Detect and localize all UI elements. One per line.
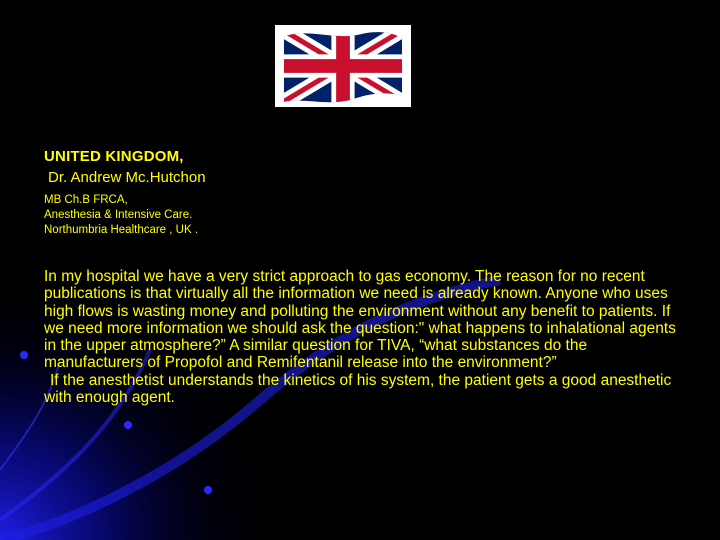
statement-paragraph-2: If the anesthetist understands the kinetics of his system, the patient gets a good anesthetic with enough agent.: [44, 371, 672, 407]
credential-degrees: MB Ch.B FRCA,: [44, 194, 128, 206]
credential-institution: Northumbria Healthcare , UK .: [44, 224, 199, 236]
statement-paragraph-1: In my hospital we have a very strict approach to gas economy. The reason for no recent publications is that virtually all the information we need is already known. Anyone who uses high flows is wasting money and polluting the environment without any benefit to patients. If we need more information we should ask the question:" what happens to inhalational agents in the upper atmosphere?” A similar question for TIVA, “what substances do the manufacturers of Propofol and Remifentanil release into the environment?”: [44, 268, 676, 372]
statement-body: [44, 268, 684, 406]
doctor-name: Dr. Andrew Mc.Hutchon: [48, 169, 206, 186]
credential-specialty: Anesthesia & Intensive Care.: [44, 209, 193, 221]
credentials: [44, 193, 198, 238]
flag-frame: [275, 25, 411, 107]
country-heading: UNITED KINGDOM,: [44, 148, 184, 165]
union-jack-flag-icon: [279, 28, 407, 104]
